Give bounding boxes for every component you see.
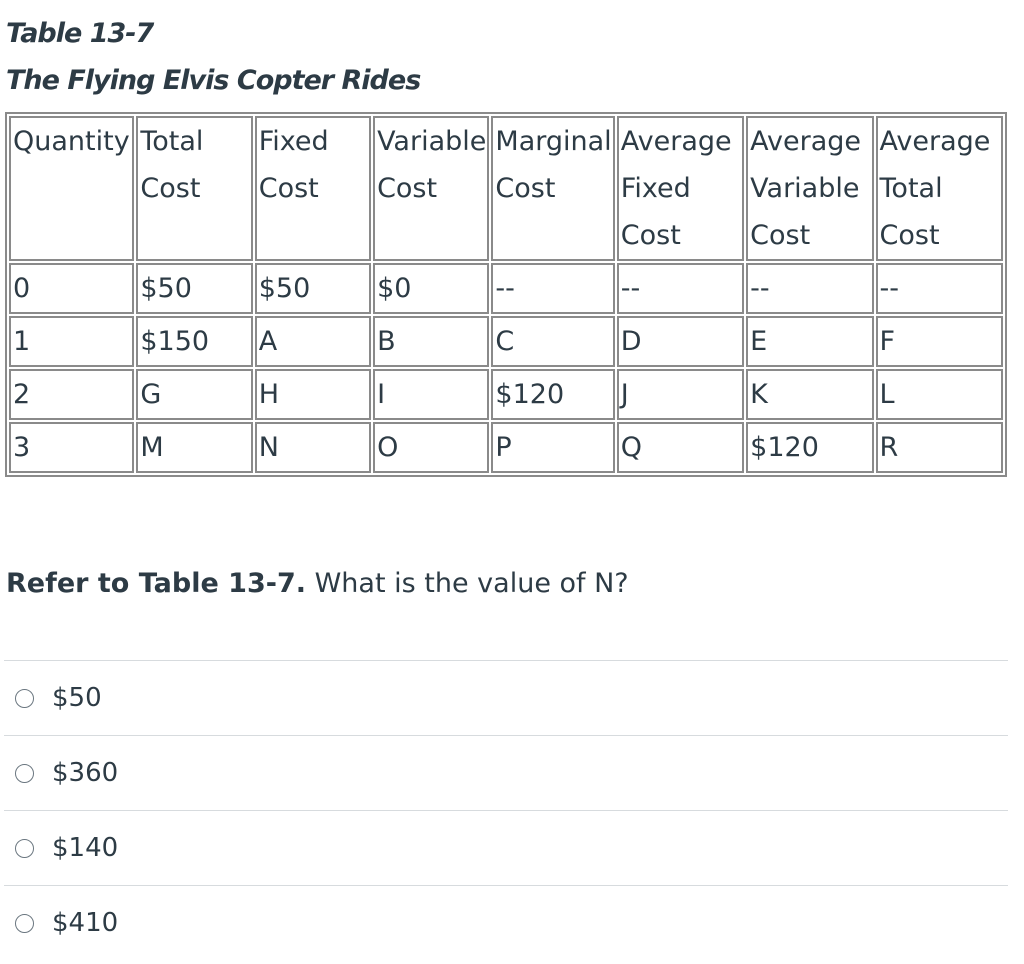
header-line: Marginal — [495, 126, 612, 157]
cost-table — [5, 112, 1007, 477]
table-cell: P — [491, 422, 614, 473]
table-cell: M — [136, 422, 252, 473]
header-line: Cost — [258, 173, 319, 204]
table-cell: 0 — [9, 263, 134, 314]
table-cell: Q — [617, 422, 744, 473]
radio-button[interactable] — [15, 914, 34, 933]
question-reference: Refer to Table 13-7. — [6, 568, 307, 599]
table-cell: I — [373, 369, 489, 420]
header-total-cost — [136, 116, 252, 261]
header-line: Cost — [620, 220, 681, 251]
table-cell: $150 — [136, 316, 252, 367]
table-cell: D — [617, 316, 744, 367]
header-line: Variable — [377, 126, 487, 157]
radio-button[interactable] — [15, 839, 34, 858]
header-average-total-cost — [876, 116, 1003, 261]
header-line: Average — [750, 126, 862, 157]
table-cell: G — [136, 369, 252, 420]
header-average-fixed-cost — [617, 116, 744, 261]
table-cell: C — [491, 316, 614, 367]
header-line: Quantity — [13, 126, 130, 157]
header-quantity — [9, 116, 134, 261]
table-cell: N — [255, 422, 371, 473]
table-cell: -- — [491, 263, 614, 314]
radio-button[interactable] — [15, 764, 34, 783]
header-line: Variable — [750, 173, 860, 204]
answer-label: $50 — [52, 683, 102, 713]
table-row — [9, 369, 1003, 420]
table-cell: K — [746, 369, 873, 420]
table-cell: -- — [876, 263, 1003, 314]
header-line: Fixed — [620, 173, 691, 204]
table-cell: 1 — [9, 316, 134, 367]
table-cell: A — [255, 316, 371, 367]
header-line: Fixed — [258, 126, 329, 157]
header-line: Total — [140, 126, 204, 157]
table-cell: R — [876, 422, 1003, 473]
table-cell: -- — [617, 263, 744, 314]
question-text — [6, 568, 629, 599]
table-cell: -- — [746, 263, 873, 314]
table-number: Table 13-7 — [6, 18, 154, 49]
table-cell: $50 — [136, 263, 252, 314]
answer-list — [4, 660, 1008, 960]
table-cell: $50 — [255, 263, 371, 314]
answer-option[interactable] — [4, 735, 1008, 810]
question-body: What is the value of N? — [314, 568, 629, 599]
answer-option[interactable] — [4, 885, 1008, 960]
header-line: Cost — [377, 173, 438, 204]
table-row — [9, 316, 1003, 367]
table-cell: E — [746, 316, 873, 367]
answer-label: $360 — [52, 758, 119, 788]
header-line: Cost — [750, 220, 811, 251]
table-cell: $0 — [373, 263, 489, 314]
answer-label: $410 — [52, 908, 119, 938]
header-line: Cost — [140, 173, 201, 204]
header-line: Total — [879, 173, 943, 204]
table-cell: J — [617, 369, 744, 420]
table-row — [9, 263, 1003, 314]
table-cell: F — [876, 316, 1003, 367]
answer-option[interactable] — [4, 810, 1008, 885]
header-row — [9, 116, 1003, 261]
table-cell: $120 — [746, 422, 873, 473]
table-cell: B — [373, 316, 489, 367]
table-title: The Flying Elvis Copter Rides — [6, 65, 421, 96]
radio-button[interactable] — [15, 689, 34, 708]
header-line: Cost — [495, 173, 556, 204]
header-average-variable-cost — [746, 116, 873, 261]
table-row — [9, 422, 1003, 473]
table-cell: 2 — [9, 369, 134, 420]
table-cell: L — [876, 369, 1003, 420]
header-line: Average — [879, 126, 991, 157]
answer-label: $140 — [52, 833, 119, 863]
header-marginal-cost — [491, 116, 614, 261]
header-line: Average — [620, 126, 732, 157]
table-cell: H — [255, 369, 371, 420]
header-fixed-cost — [255, 116, 371, 261]
table-cell: O — [373, 422, 489, 473]
table-cell: $120 — [491, 369, 614, 420]
table-cell: 3 — [9, 422, 134, 473]
header-line: Cost — [879, 220, 940, 251]
answer-option[interactable] — [4, 660, 1008, 735]
header-variable-cost — [373, 116, 489, 261]
